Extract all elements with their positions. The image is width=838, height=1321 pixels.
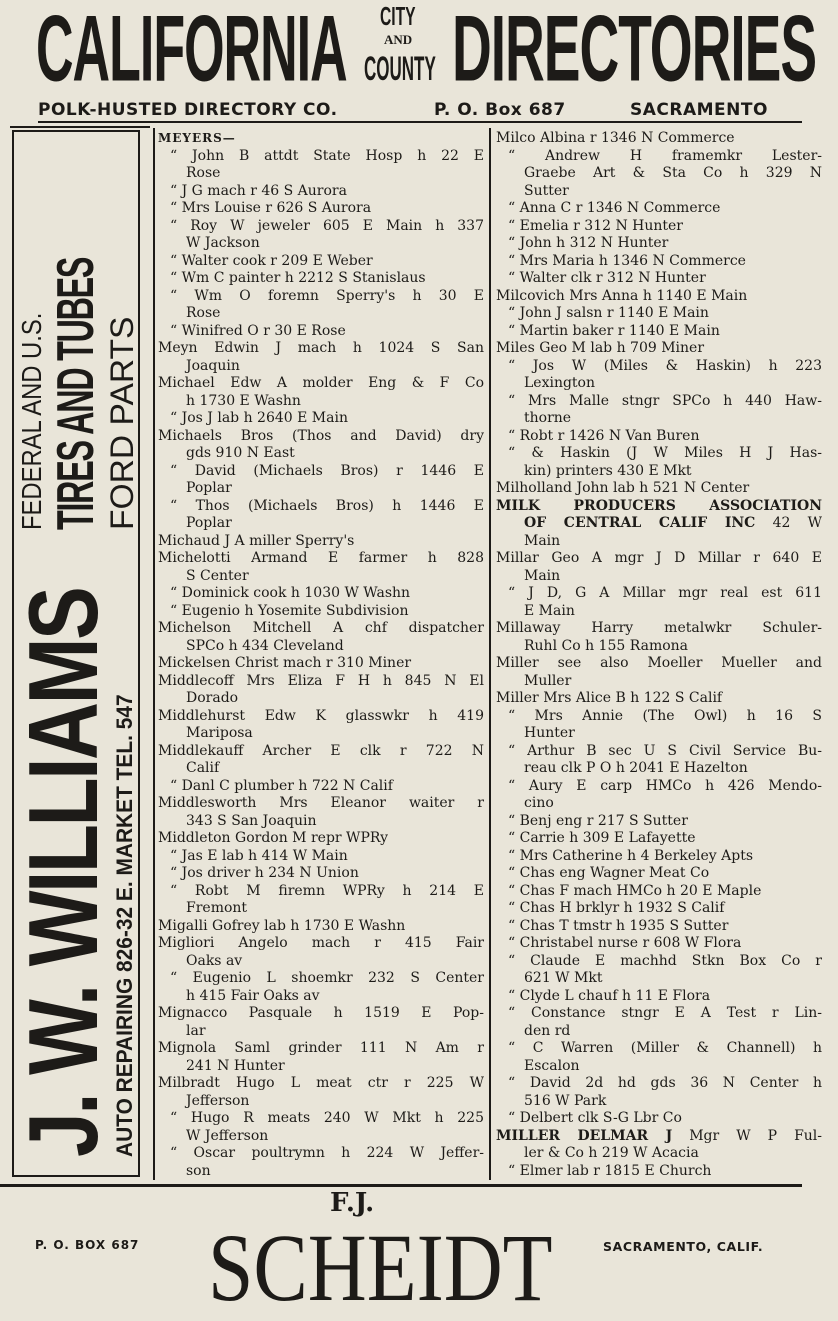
entry-continuation: den rd — [524, 1022, 571, 1039]
directory-entry: Milcovich Mrs Anna h 1140 E Main — [496, 287, 748, 304]
footer-logo-name: SCHEIDT — [208, 1214, 553, 1321]
title-county: COUNTY — [364, 50, 436, 88]
directory-entry: Millar Geo A mgr J D Millar r 640 E — [496, 550, 822, 566]
directory-entry: “ Constance stngr E A Test r Lin- — [508, 1005, 822, 1021]
directory-entry: “ Chas F mach HMCo h 20 E Maple — [508, 882, 762, 899]
title-directories: DIRECTORIES — [452, 0, 817, 102]
directory-entry: “ Chas T tmstr h 1935 S Sutter — [508, 917, 729, 934]
entry-continuation: ler & Co h 219 W Acacia — [524, 1145, 699, 1161]
entry-continuation: Oaks av — [186, 952, 243, 969]
bold-listing-name: OF CENTRAL CALIF INC — [524, 515, 756, 531]
directory-entry: “ Eugenio h Yosemite Subdivision — [170, 602, 409, 619]
directory-entry: “ Anna C r 1346 N Commerce — [508, 200, 721, 216]
directory-entry: “ Hugo R meats 240 W Mkt h 225 — [170, 1110, 484, 1126]
directory-entry: Miller see also Moeller Mueller and — [496, 655, 822, 671]
entry-continuation: W Jackson — [186, 235, 260, 251]
entry-continuation: lar — [186, 1022, 206, 1039]
directory-entry: “ Jas E lab h 414 W Main — [170, 847, 348, 864]
entry-continuation: Jefferson — [186, 1092, 250, 1109]
entry-continuation: Dorado — [186, 690, 239, 706]
directory-entry: Migliori Angelo mach r 415 Fair — [158, 935, 484, 951]
entry-continuation: Graebe Art & Sta Co h 329 N — [524, 165, 822, 181]
directory-entry: “ Clyde L chauf h 11 E Flora — [508, 987, 711, 1004]
directory-entry: “ & Haskin (J W Miles H J Has- — [508, 445, 822, 461]
entry-continuation: gds 910 N East — [186, 445, 295, 461]
directory-column-right — [496, 130, 822, 1180]
listing-text: Mgr W P Ful- — [672, 1127, 823, 1144]
directory-entry: “ Arthur B sec U S Civil Service Bu- — [508, 742, 822, 759]
publisher-city: SACRAMENTO — [630, 100, 768, 120]
entry-continuation: Fremont — [186, 900, 248, 916]
directory-entry: “ Claude E machhd Stkn Box Co r — [508, 952, 822, 969]
directory-entry: Millaway Harry metalwkr Schuler- — [496, 620, 822, 636]
entry-continuation: W Jefferson — [186, 1127, 269, 1144]
listing-text: 42 W — [755, 515, 823, 531]
directory-entry: Michaud J A miller Sperry's — [158, 532, 355, 549]
directory-entry: Mignacco Pasquale h 1519 E Pop- — [158, 1005, 484, 1021]
entry-continuation: Rose — [186, 165, 221, 181]
directory-entry: “ Thos (Michaels Bros) h 1446 E — [170, 497, 484, 514]
directory-entry: Miles Geo M lab h 709 Miner — [496, 340, 705, 356]
ad-top-rule — [10, 126, 150, 128]
footer-logo-initials: F.J. — [330, 1188, 375, 1218]
bold-listing-name: MILLER DELMAR J — [496, 1127, 673, 1144]
entry-continuation: 516 W Park — [524, 1092, 607, 1109]
directory-entry: “ David 2d hd gds 36 N Center h — [508, 1075, 822, 1091]
directory-entry: Michelotti Armand E farmer h 828 — [158, 550, 484, 566]
entry-continuation: Poplar — [186, 515, 232, 531]
directory-entry — [496, 498, 822, 516]
publisher-po-box: P. O. Box 687 — [434, 100, 566, 120]
directory-entry: “ Chas H brklyr h 1932 S Calif — [508, 900, 725, 916]
directory-entry: Middlesworth Mrs Eleanor waiter r — [158, 795, 484, 811]
title-city: CITY — [380, 1, 416, 31]
entry-continuation: S Center — [186, 567, 249, 584]
directory-entry: “ Walter clk r 312 N Hunter — [508, 270, 706, 286]
entry-continuation: SPCo h 434 Cleveland — [186, 637, 344, 654]
entry-continuation: h 1730 E Washn — [186, 392, 301, 409]
directory-entry — [496, 1128, 822, 1146]
entry-continuation: Mariposa — [186, 725, 253, 741]
directory-entry: “ Delbert clk S-G Lbr Co — [508, 1110, 682, 1126]
directory-entry: “ Winifred O r 30 E Rose — [170, 322, 346, 339]
directory-entry: “ J G mach r 46 S Aurora — [170, 182, 347, 199]
bold-listing-name: MILK PRODUCERS ASSOCIATION — [496, 497, 822, 514]
directory-entry: “ Eugenio L shoemkr 232 S Center — [170, 970, 484, 986]
entry-continuation: Escalon — [524, 1057, 580, 1074]
directory-entry: “ Oscar poultrymn h 224 W Jeffer- — [170, 1145, 484, 1161]
entry-continuation: thorne — [524, 410, 572, 426]
directory-entry: “ Elmer lab r 1815 E Church — [508, 1162, 712, 1179]
directory-entry: “ Andrew H framemkr Lester- — [508, 147, 822, 164]
directory-entry: “ Walter cook r 209 E Weber — [170, 252, 373, 269]
directory-entry: Milco Albina r 1346 N Commerce — [496, 130, 735, 146]
surname-heading: MEYERS— — [158, 131, 236, 145]
title-california: CALIFORNIA — [36, 0, 347, 102]
directory-entry: Middlehurst Edw K glasswkr h 419 — [158, 707, 484, 724]
directory-entry: Middlecoff Mrs Eliza F H h 845 N El — [158, 672, 484, 689]
footer-po-box: P. O. BOX 687 — [35, 1238, 140, 1252]
directory-entry: “ Mrs Catherine h 4 Berkeley Apts — [508, 847, 754, 864]
directory-entry: “ Danl C plumber h 722 N Calif — [170, 777, 393, 794]
directory-entry: “ Mrs Maria h 1346 N Commerce — [508, 252, 746, 269]
directory-entry: “ Jos W (Miles & Haskin) h 223 — [508, 357, 822, 374]
entry-continuation: E Main — [524, 602, 575, 619]
directory-entry: “ John B attdt State Hosp h 22 E — [170, 147, 484, 164]
header-underline — [38, 121, 802, 123]
ad-line-ford: FORD PARTS — [104, 316, 140, 530]
ad-line-tires: TIRES AND TUBES — [47, 257, 105, 530]
ad-address: AUTO REPAIRING 826-32 E. MARKET TEL. 547 — [112, 694, 137, 1157]
directory-entry: “ Robt M firemn WPRy h 214 E — [170, 882, 484, 899]
directory-entry: “ Benj eng r 217 S Sutter — [508, 812, 688, 829]
directory-entry: “ Mrs Annie (The Owl) h 16 S — [508, 707, 822, 724]
directory-column-left — [158, 130, 484, 1180]
entry-continuation: kin) printers 430 E Mkt — [524, 462, 692, 479]
directory-entry: “ Wm O foremn Sperry's h 30 E — [170, 287, 484, 304]
directory-entry: “ C Warren (Miller & Channell) h — [508, 1040, 822, 1056]
directory-entry: “ Chas eng Wagner Meat Co — [508, 865, 710, 881]
directory-entry: Miller Mrs Alice B h 122 S Calif — [496, 690, 723, 706]
directory-entry: Mickelsen Christ mach r 310 Miner — [158, 655, 412, 671]
entry-continuation: Main — [524, 567, 561, 584]
directory-entry: “ Mrs Malle stngr SPCo h 440 Haw- — [508, 392, 822, 409]
directory-entry: Milbradt Hugo L meat ctr r 225 W — [158, 1075, 484, 1091]
column-divider-left — [153, 128, 155, 1180]
directory-entry: “ Robt r 1426 N Van Buren — [508, 427, 700, 444]
entry-continuation: Calif — [186, 760, 220, 776]
entry-continuation: Sutter — [524, 182, 569, 199]
entry-continuation: cino — [524, 795, 554, 811]
entry-continuation: 241 N Hunter — [186, 1057, 285, 1074]
entry-continuation: Muller — [524, 672, 572, 689]
directory-entry: “ David (Michaels Bros) r 1446 E — [170, 462, 484, 479]
directory-entry: Mignola Saml grinder 111 N Am r — [158, 1040, 484, 1056]
directory-entry: “ Jos driver h 234 N Union — [170, 865, 359, 881]
footer-rule — [0, 1184, 802, 1187]
directory-entry: “ Aury E carp HMCo h 426 Mendo- — [508, 777, 822, 794]
footer-city: SACRAMENTO, CALIF. — [603, 1239, 764, 1254]
entry-continuation: Rose — [186, 305, 221, 321]
directory-entry: “ Jos J lab h 2640 E Main — [170, 410, 348, 426]
directory-entry: “ John J salsn r 1140 E Main — [508, 305, 709, 321]
directory-entry: “ Dominick cook h 1030 W Washn — [170, 585, 411, 601]
entry-continuation: 621 W Mkt — [524, 970, 603, 986]
column-divider-middle — [489, 128, 491, 1180]
directory-entry: Milholland John lab h 521 N Center — [496, 480, 750, 496]
entry-continuation: reau clk P O h 2041 E Hazelton — [524, 760, 748, 776]
entry-continuation: Ruhl Co h 155 Ramona — [524, 637, 689, 654]
publisher-name: POLK-HUSTED DIRECTORY CO. — [38, 100, 338, 120]
entry-continuation: Joaquin — [186, 357, 240, 374]
directory-entry: “ Wm C painter h 2212 S Stanislaus — [170, 270, 426, 286]
directory-entry: Middleton Gordon M repr WPRy — [158, 830, 389, 846]
entry-continuation: Hunter — [524, 725, 575, 741]
directory-entry: “ J D, G A Millar mgr real est 611 — [508, 585, 822, 601]
entry-continuation: 343 S San Joaquin — [186, 812, 317, 829]
directory-entry: Michael Edw A molder Eng & F Co — [158, 375, 484, 391]
directory-entry: “ Christabel nurse r 608 W Flora — [508, 935, 742, 951]
entry-continuation: h 415 Fair Oaks av — [186, 987, 320, 1004]
directory-entry: Michaels Bros (Thos and David) dry — [158, 427, 484, 444]
directory-entry: Michelson Mitchell A chf dispatcher — [158, 620, 484, 636]
ad-line-federal: FEDERAL AND U.S. — [16, 312, 47, 530]
entry-continuation — [496, 515, 822, 533]
title-and: AND — [384, 32, 413, 47]
entry-continuation: Lexington — [524, 375, 596, 391]
directory-entry: “ Carrie h 309 E Lafayette — [508, 830, 696, 846]
directory-entry: Migalli Gofrey lab h 1730 E Washn — [158, 917, 406, 934]
entry-continuation: Poplar — [186, 480, 232, 496]
directory-entry: “ John h 312 N Hunter — [508, 235, 669, 251]
ad-name: J. W. WILLIAMS — [8, 588, 118, 1157]
directory-entry: “ Emelia r 312 N Hunter — [508, 217, 683, 234]
directory-entry: “ Roy W jeweler 605 E Main h 337 — [170, 217, 484, 234]
directory-entry: Meyn Edwin J mach h 1024 S San — [158, 340, 484, 356]
directory-entry: “ Mrs Louise r 626 S Aurora — [170, 200, 372, 216]
entry-continuation: Main — [524, 532, 561, 549]
directory-entry: “ Martin baker r 1140 E Main — [508, 322, 720, 339]
entry-continuation: son — [186, 1162, 211, 1179]
directory-entry: Middlekauff Archer E clk r 722 N — [158, 742, 484, 759]
side-advertisement — [8, 130, 140, 1177]
